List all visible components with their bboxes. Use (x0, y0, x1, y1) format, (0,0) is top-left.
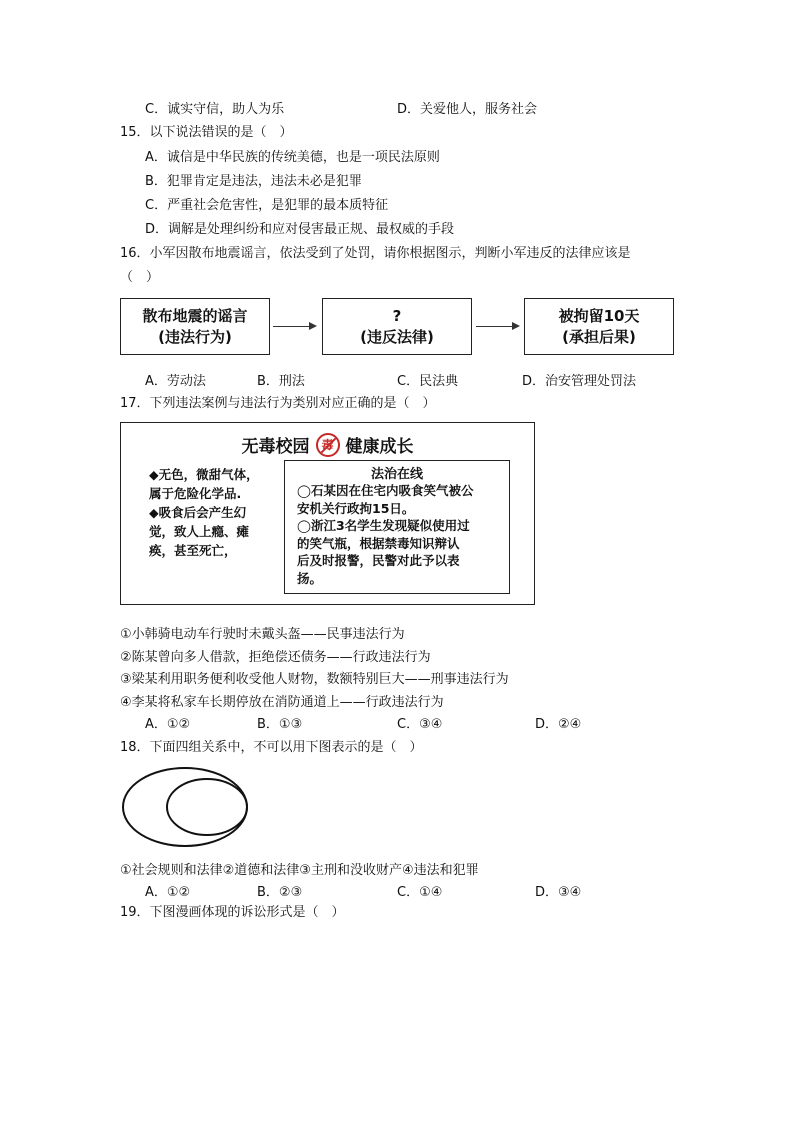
flow-box-caption: (违反法律) (360, 327, 434, 346)
poster-fact-line: 属于危险化学品. (149, 486, 242, 501)
nested-ellipse-diagram (120, 764, 252, 852)
q16-option-b: B．刑法 (257, 374, 305, 389)
q15-option-b: B．犯罪肯定是违法，违法未必是犯罪 (145, 174, 362, 189)
q17-option-b: B．①③ (257, 717, 303, 732)
poster-title-right: 健康成长 (345, 437, 414, 457)
q16-option-d: D．治安管理处罚法 (522, 374, 637, 389)
q17-item-4: ④李某将私家车长期停放在消防通道上——行政违法行为 (120, 695, 444, 710)
panel-line: 后及时报警，民警对此予以表 (297, 553, 460, 568)
q18-items: ①社会规则和法律②道德和法律③主刑和没收财产④违法和犯罪 (120, 863, 479, 878)
panel-line: 扬。 (297, 570, 323, 586)
q17-item-2: ②陈某曾向多人借款，拒绝偿还债务——行政违法行为 (120, 650, 431, 665)
q18-option-b: B．②③ (257, 885, 303, 900)
poster-fact-line: ◆无色，微甜气体， (149, 467, 259, 482)
q18-stem: 18．下面四组关系中，不可以用下图表示的是（ ） (120, 740, 423, 755)
drug-free-poster (120, 422, 535, 605)
no-drugs-badge-text: 毒 (321, 438, 334, 452)
q17-option-d: D．②④ (535, 717, 582, 732)
outer-ellipse (123, 768, 247, 846)
flow-box-caption: (承担后果) (562, 327, 636, 346)
poster-fact-line: ◆吸食后会产生幻 (149, 505, 247, 520)
q14-option-d: D．关爱他人，服务社会 (397, 102, 538, 117)
q19-stem: 19．下图漫画体现的诉讼形式是（ ） (120, 905, 345, 920)
q18-option-c: C．①④ (397, 885, 443, 900)
q15-option-d: D．调解是处理纠纷和应对侵害最正规、最权威的手段 (145, 222, 455, 237)
q14-option-c: C．诚实守信，助人为乐 (145, 102, 285, 117)
q15-option-a: A．诚信是中华民族的传统美德，也是一项民法原则 (145, 150, 440, 165)
panel-body (285, 482, 509, 587)
flow-box-text: 散布地震的谣言 (142, 306, 248, 325)
panel-line: 安机关行政拘15日。 (297, 500, 415, 516)
no-drugs-icon (316, 433, 340, 457)
flow-arrow-icon (273, 326, 315, 327)
poster-title (121, 432, 534, 457)
flow-box-illegal-act (120, 298, 270, 355)
panel-title: 法治在线 (370, 467, 423, 482)
q16-stem: 16．小军因散布地震谣言，依法受到了处罚，请你根据图示，判断小军违反的法律应该是 (120, 246, 631, 261)
poster-fact-line: 觉，致人上瘾、瘫 (149, 524, 250, 539)
q16-stem-bracket: （ ） (120, 270, 160, 285)
flow-box-violated-law (322, 298, 472, 355)
law-online-panel (284, 460, 510, 594)
q18-option-a: A．①② (145, 885, 191, 900)
panel-line: ◯浙江3名学生发现疑似使用过 (297, 518, 470, 533)
q17-item-3: ③梁某利用职务便利收受他人财物，数额特别巨大——刑事违法行为 (120, 672, 509, 687)
panel-line: 的笑气瓶，根据禁毒知识辩认 (297, 535, 460, 551)
poster-title-left: 无毒校园 (241, 437, 310, 457)
panel-line: ◯石某因在住宅内吸食笑气被公 (297, 483, 474, 498)
q15-stem: 15．以下说法错误的是（ ） (120, 125, 293, 140)
flow-box-consequence (524, 298, 674, 355)
q17-option-a: A．①② (145, 717, 191, 732)
flow-box-text: ? (392, 306, 402, 325)
q16-option-c: C．民法典 (397, 374, 459, 389)
q17-option-c: C．③④ (397, 717, 443, 732)
poster-facts (149, 465, 259, 560)
q17-item-1: ①小韩骑电动车行驶时未戴头盔——民事违法行为 (120, 627, 405, 642)
poster-fact-line: 痪，甚至死亡， (149, 543, 237, 558)
q17-stem: 17．下列违法案例与违法行为类别对应正确的是（ ） (120, 396, 436, 411)
flow-box-text: 被拘留10天 (558, 306, 640, 325)
q18-option-d: D．③④ (535, 885, 582, 900)
flow-arrow-icon (476, 326, 518, 327)
q16-option-a: A．劳动法 (145, 374, 206, 389)
inner-ellipse (167, 779, 247, 835)
q15-option-c: C．严重社会危害性，是犯罪的最本质特征 (145, 198, 389, 213)
flow-box-caption: (违法行为) (158, 327, 232, 346)
